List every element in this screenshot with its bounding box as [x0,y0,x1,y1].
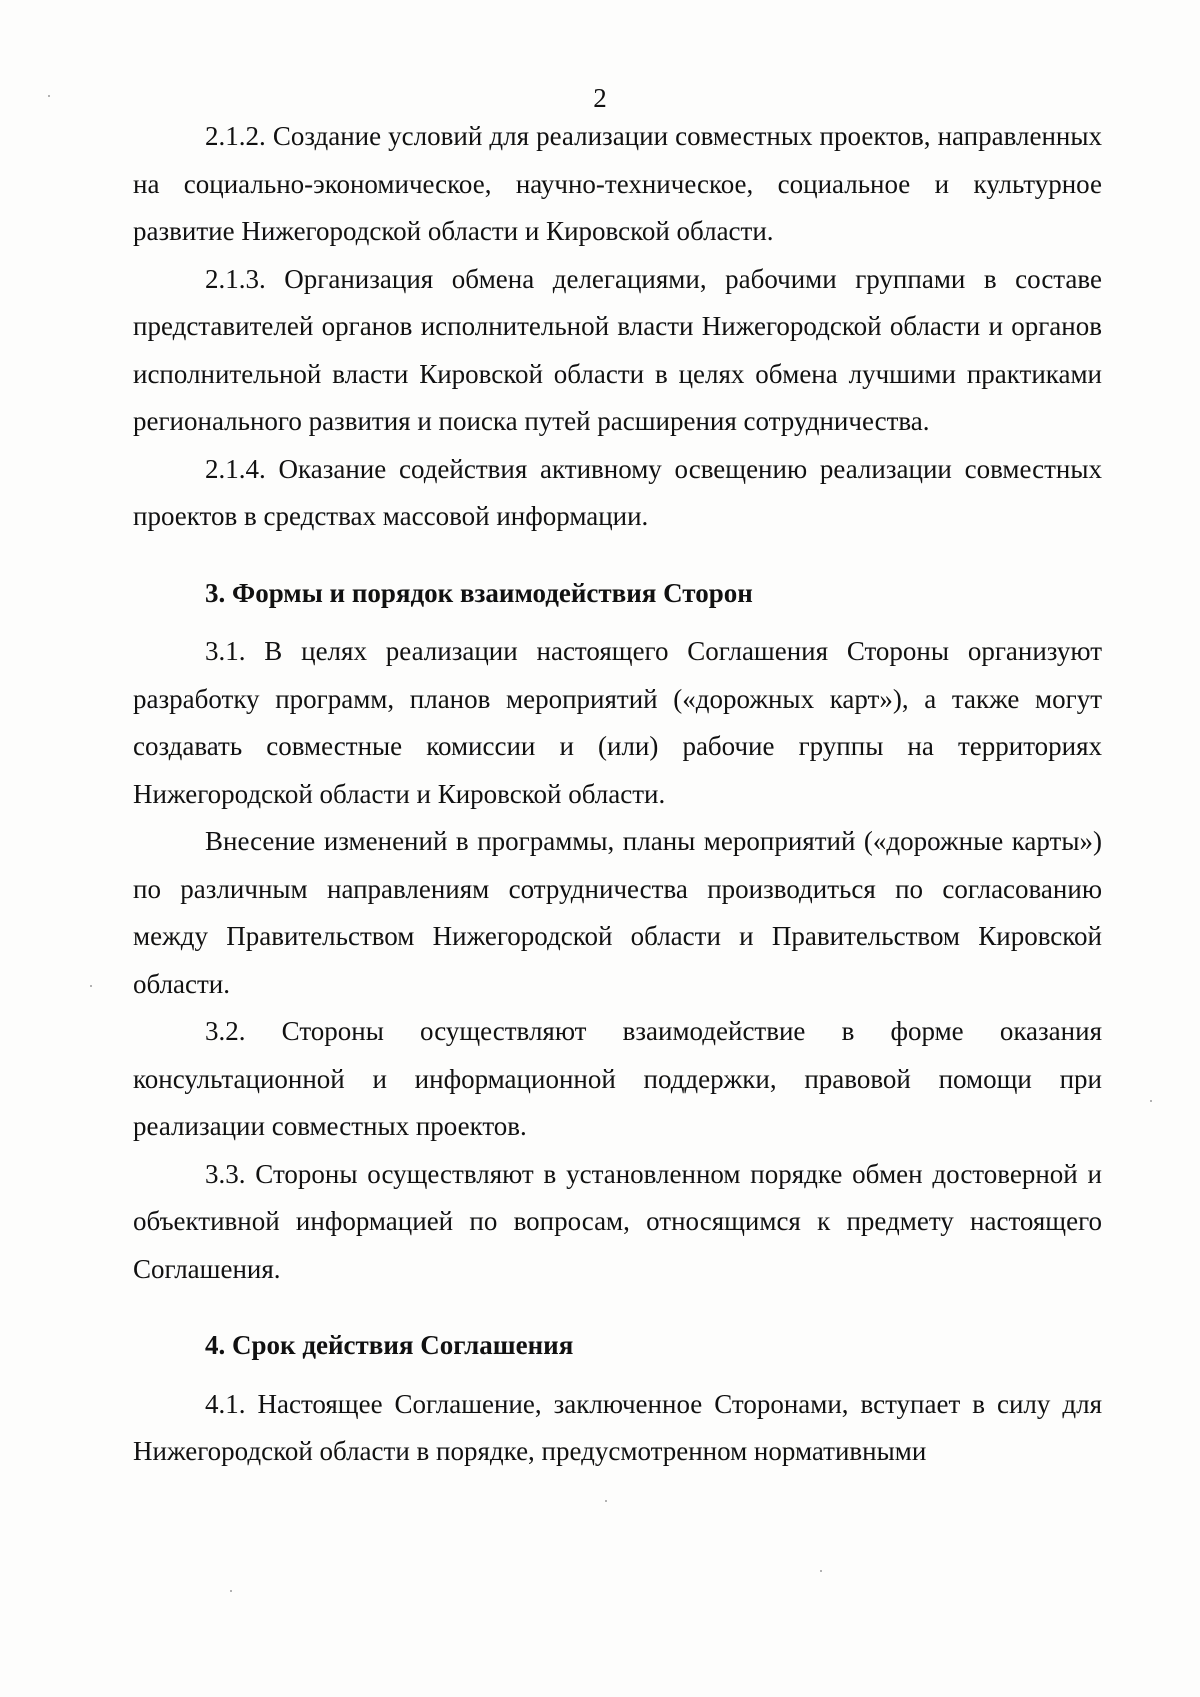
section-heading-4: 4. Срок действия Соглашения [205,1330,574,1360]
clause-3-2: 3.2. Стороны осуществляют взаимодействие в форме оказания консультационной и информационной поддержки, правовой помощи при реализации совместных проектов. [133,1016,1102,1141]
clause-2-1-4: 2.1.4. Оказание содействия активному освещению реализации совместных проектов в средствах массовой информации. [133,453,1102,531]
clause-2-1-3: 2.1.3. Организация обмена делегациями, рабочими группами в составе представителей органов исполнительной власти Нижегородской области и органов исполнительной власти Кировской области в целях обмена лучшими практиками регионального развития и поиска путей расширения сотрудничества. [133,263,1102,436]
scan-speck [1150,1100,1152,1102]
clause-4-1: 4.1. Настоящее Соглашение, заключенное Сторонами, вступает в силу для Нижегородской области в порядке, предусмотренном нормативными [133,1388,1102,1466]
scan-speck [48,95,50,97]
clause-3-1: 3.1. В целях реализации настоящего Соглашения Стороны организуют разработку программ, планов мероприятий («дорожных карт»), а также могут создавать совместные комиссии и (или) рабочие группы на территориях Нижегородской области и Кировской области. [133,636,1102,809]
clause-3-1-amendments: Внесение изменений в программы, планы мероприятий («дорожные карты») по различным направлениям сотрудничества производиться по согласованию между Правительством Нижегородской области и Правительством Кировской области. [133,826,1102,999]
clause-3-3: 3.3. Стороны осуществляют в установленном порядке обмен достоверной и объективной информацией по вопросам, относящимся к предмету настоящего Соглашения. [133,1158,1102,1284]
scan-speck [90,985,92,987]
section-heading-3: 3. Формы и порядок взаимодействия Сторон [205,577,753,608]
clause-2-1-2: 2.1.2. Создание условий для реализации совместных проектов, направленных на социально-экономическое, научно-техническое, социальное и культурное развитие Нижегородской области и Кировской области. [133,121,1102,246]
document-body [133,113,1102,1476]
scan-speck [605,1500,607,1502]
page-number: 2 [593,83,607,113]
scan-speck [230,1590,232,1592]
scan-speck [820,1570,822,1572]
